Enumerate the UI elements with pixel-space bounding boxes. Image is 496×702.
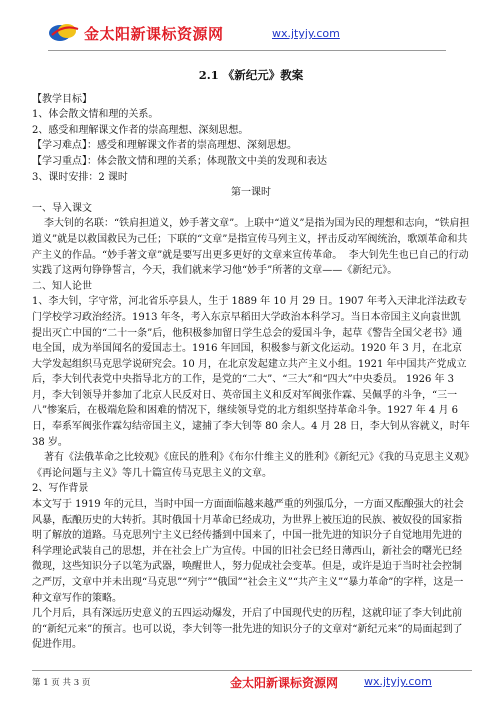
document-title: 2.1 《新纪元》教案: [198, 68, 304, 82]
document-lines: [32, 92, 473, 653]
paragraph: 几个月后，具有深远历史意义的五四运动爆发，开启了中国现代史的历程，这就印证了李大钊此前的“新纪元来”的预言。也可以说，李大钊等一批先进的知识分子的文章对“新纪元来”的局面起到了促进作用。: [32, 608, 463, 651]
paragraph: 1、李大钊，字守常，河北省乐亭县人，生于 1889 年 10 月 29 日。1907 年考入天津北洋法政专门学校学习政治经济。1913 年冬，考入东京早稻田大学政治本科学习。当日本帝国主义向袁世凯提出灭亡中国的“二十一条”后，他积极参加留日学生总会的爱国斗争，起草《警告全国父老书》通电全国，成为举国闻名的爱国志士。1916 年回国，积极参与新文化运动。1920 年 3 月，在北京大学发起组织马克思学说研究会。10 月，在北京发起建立共产主义小组。1921 年中国共产党成立后，李大钊代表党中央指导北方的工作，是党的“二大”、“三大”和“四大”中央委员。 1926 年 3 月，李大钊领导并参加了北京人民反对日、英帝国主义和反对军阀张作霖、吴佩孚的斗争，“三一八”惨案后，在极端危险和困难的情况下，继续领导党的北方组织坚持革命斗争。1927 年 4 月 6 日，奉系军阀张作霖勾结帝国主义，逮捕了李大钊等 80 余人。4 月 28 日，李大钊从容就义，时年 38 岁。: [32, 296, 473, 448]
paragraph: 【学习难点】：感受和理解课文作者的崇高理想、深刻思想。: [32, 140, 297, 152]
paragraph: 2、写作背景: [32, 483, 89, 495]
paragraph: 第一课时: [231, 187, 271, 199]
footer-site-link[interactable]: wx.jtyjy.com: [364, 675, 432, 688]
paragraph: 二、知人论世: [32, 280, 92, 292]
header-divider: [48, 50, 446, 51]
logo-icon: [48, 20, 80, 44]
header-brand: 金太阳新课标资源网: [84, 25, 224, 43]
page-number: 第 1 页 共 3 页: [32, 678, 91, 688]
paragraph: 1、体会散文情和理的关系。: [32, 109, 159, 121]
page-header: [48, 16, 448, 56]
footer-divider: [32, 670, 472, 671]
paragraph: 一、导入课文: [32, 202, 92, 214]
header-site-link[interactable]: wx.jtyjy.com: [272, 27, 340, 40]
paragraph: 2、感受和理解课文作者的崇高理想、深刻思想。: [32, 124, 249, 136]
paragraph: 本文写于 1919 年的元旦，当时中国一方面面临越来越严重的列强瓜分，一方面又酝酿强大的社会风暴，酝酿历史的大转折。其时俄国十月革命已经成功，为世界上被压迫的民族、被奴役的国家指明了解放的道路。马克思列宁主义已经传播到中国来了，中国一批先进的知识分子自觉地用先进的科学理论武装自己的思想，并在社会上广为宣传。中国的旧社会已经日薄西山，新社会的曙光已经微现，这些知识分子以笔为武器，唤醒世人，努力促成社会变革。但是，或许是迫于当时社会控制之严厉，文章中并未出现“马克思”“列宁”“俄国”“社会主义”“共产主义”“暴力革命”的字样，这是一种文章写作的策略。: [32, 499, 464, 604]
paragraph: 著有《法俄革命之比较观》《庶民的胜利》《布尔什维主义的胜利》《新纪元》《我的马克思主义观》《再论问题与主义》等几十篇宣传马克思主义的文章。: [32, 452, 469, 479]
paragraph: 【教学目标】: [32, 93, 92, 105]
paragraph: 李大钊的名联：“铁肩担道义，妙手著文章”。上联中“道义”是指为国为民的理想和志向，“铁肩担道义”就是以救国救民为己任；下联的“文章”是指宣传马列主义，抨击反动军阀统治，歌颂革命和共产主义的作品。“妙手著文章”就是要写出更多更好的文章来宣传革命。 李大钊先生也已自己的行动实践了这两句铮铮誓言，今天，我们就来学习他“妙手”所著的文章——《新纪元》。: [32, 218, 470, 277]
paragraph: 【学习重点】：体会散文情和理的关系；体现散文中美的发现和表达: [32, 155, 327, 167]
footer-brand: 金太阳新课标资源网: [230, 676, 339, 690]
paragraph: 3、课时安排：2 课时: [32, 171, 128, 183]
page-footer: [32, 670, 472, 692]
document-body: [32, 64, 473, 653]
